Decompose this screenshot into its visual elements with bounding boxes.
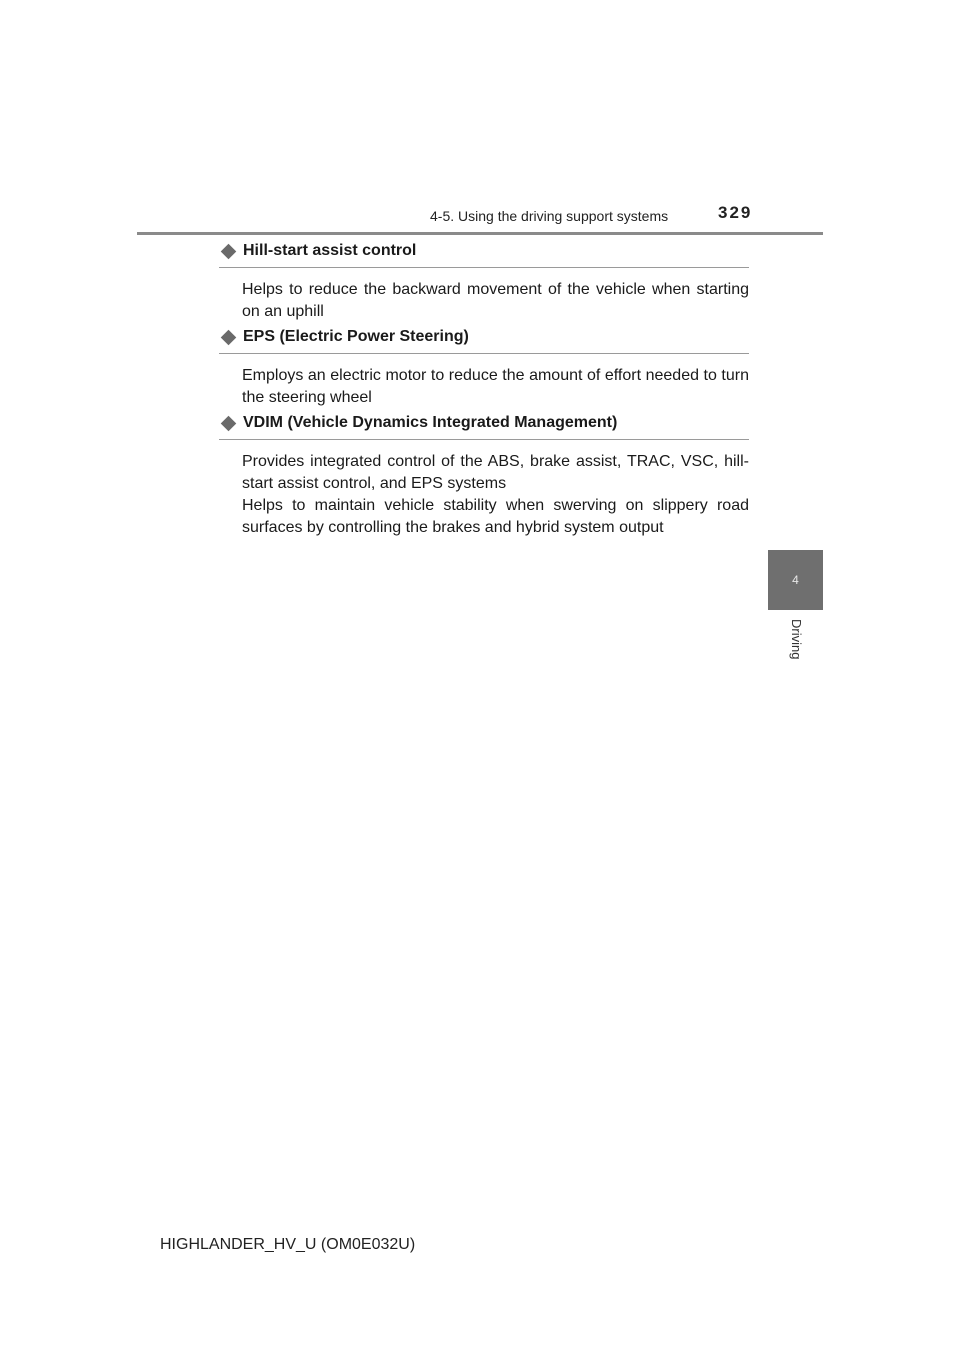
- chapter-label: Driving: [789, 619, 804, 660]
- diamond-bullet-icon: [221, 243, 237, 259]
- section-vdim: [219, 411, 749, 539]
- section-paragraph: Helps to maintain vehicle stability when swerving on slippery road surfaces by controlling the brakes and hybrid system output: [242, 497, 749, 536]
- page-number: 329: [718, 203, 753, 222]
- footer-model-code: HIGHLANDER_HV_U (OM0E032U): [160, 1236, 416, 1253]
- section-hill-start-assist: [219, 239, 749, 323]
- section-body: [242, 365, 749, 409]
- section-heading: [219, 411, 749, 440]
- section-body: [242, 279, 749, 323]
- section-paragraph: Employs an electric motor to reduce the amount of effort needed to turn the steering wheel: [242, 367, 749, 406]
- section-breadcrumb: 4-5. Using the driving support systems: [430, 208, 669, 224]
- header-divider: [137, 232, 823, 235]
- section-title: Hill-start assist control: [243, 242, 417, 259]
- section-eps: [219, 325, 749, 409]
- section-title: EPS (Electric Power Steering): [243, 328, 469, 345]
- section-body: [242, 451, 749, 539]
- section-paragraph: Provides integrated control of the ABS, brake assist, TRAC, VSC, hill-start assist control, and EPS systems: [242, 453, 749, 492]
- chapter-number: 4: [792, 573, 799, 587]
- diamond-bullet-icon: [221, 415, 237, 431]
- diamond-bullet-icon: [221, 329, 237, 345]
- section-paragraph: Helps to reduce the backward movement of the vehicle when starting on an uphill: [242, 281, 749, 320]
- section-heading: [219, 239, 749, 268]
- section-heading: [219, 325, 749, 354]
- section-title: VDIM (Vehicle Dynamics Integrated Management): [243, 414, 618, 431]
